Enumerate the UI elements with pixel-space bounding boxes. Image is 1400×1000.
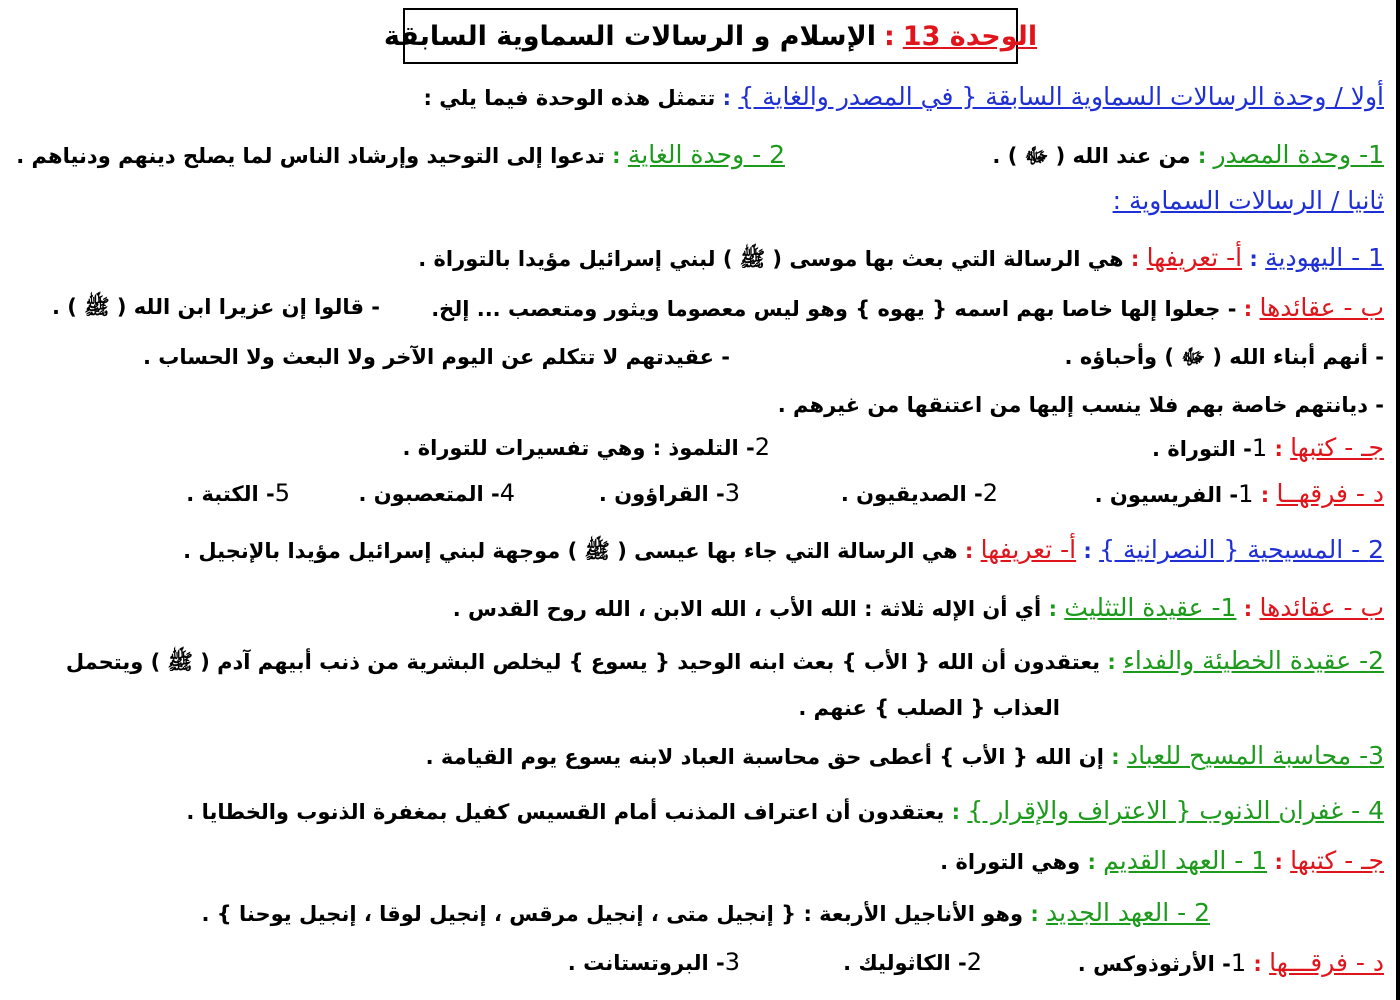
christianity-sep6: : bbox=[1111, 745, 1127, 769]
judaism-definition-line bbox=[418, 243, 1384, 273]
goal-text: تدعوا إلى التوحيد وإرشاد الناس لما يصلح دينهم ودنياهم . bbox=[16, 144, 605, 168]
christianity-sect3-num: 3 bbox=[724, 948, 740, 976]
judaism-book1-text: - التوراة . bbox=[1152, 437, 1252, 461]
christianity-sep9: : bbox=[1087, 850, 1104, 874]
christianity-sin-line bbox=[66, 646, 1384, 676]
judaism-beliefs-label: ب - عقائدها bbox=[1259, 293, 1384, 322]
christianity-sect2-text: - الكاثوليك . bbox=[843, 951, 967, 975]
christianity-new-text: وهو الأناجيل الأربعة : { إنجيل متى ، إنجيل مرقس ، إنجيل لوقا ، إنجيل يوحنا } . bbox=[201, 902, 1024, 926]
christianity-sect3 bbox=[568, 948, 740, 977]
goal-line bbox=[16, 140, 785, 170]
section-second-heading: ثانيا / الرسالات السماوية : bbox=[1112, 186, 1384, 215]
unit-number: الوحدة 13 bbox=[902, 20, 1038, 52]
judaism-sects-line bbox=[1095, 479, 1384, 509]
unit-title-text: الإسلام و الرسالات السماوية السابقة bbox=[383, 20, 876, 52]
judaism-sep2: : bbox=[1130, 247, 1147, 271]
christianity-forgiveness-label: 4 - غفران الذنوب { الاعتراف والإقرار } bbox=[967, 796, 1384, 825]
judaism-sect1-text: - الفريسيون . bbox=[1094, 483, 1239, 507]
christianity-sects-line bbox=[1078, 948, 1384, 978]
judaism-belief-5: - ديانتهم خاصة بهم فلا ينسب إليها من اعتنقها من غيرهم . bbox=[777, 393, 1384, 417]
judaism-belief-3: - أنهم أبناء الله ( ﷻ ) وأحباؤه . bbox=[1064, 345, 1384, 369]
christianity-sep3: : bbox=[1243, 597, 1260, 621]
judaism-sep3: : bbox=[1243, 297, 1260, 321]
section-second-line bbox=[1113, 186, 1384, 216]
judaism-sect4-num: 4 bbox=[499, 479, 515, 507]
christianity-judgment-line bbox=[426, 741, 1384, 771]
christianity-old-text: وهي التوراة . bbox=[940, 850, 1081, 874]
judaism-def-label: أ- تعريفها bbox=[1146, 243, 1243, 272]
judaism-sects-label: د - فرقهــا bbox=[1276, 479, 1384, 508]
judaism-beliefs-line bbox=[431, 293, 1384, 323]
judaism-book2-line bbox=[402, 433, 770, 462]
christianity-sin-label: 2- عقيدة الخطيئة والفداء bbox=[1123, 646, 1384, 675]
christianity-sep7: : bbox=[951, 800, 968, 824]
judaism-sep1: : bbox=[1249, 247, 1266, 271]
christianity-sep10: : bbox=[1030, 902, 1047, 926]
christianity-trinity-text: أي أن الإله ثلاثة : الله الأب ، الله الابن ، الله روح القدس . bbox=[452, 597, 1042, 621]
christianity-sin-text-1: يعتقدون أن الله { الأب } بعث ابنه الوحيد { يسوع } ليخلص البشرية من ذنب أبيهم آدم ( ﷺ ) ويتحمل bbox=[65, 650, 1101, 674]
judaism-book2-num: 2 bbox=[754, 433, 770, 461]
christianity-sect2 bbox=[843, 948, 982, 977]
christianity-judgment-text: إن الله { الأب } أعطى حق محاسبة العباد لابنه يسوع يوم القيامة . bbox=[425, 745, 1104, 769]
judaism-sect5-num: 5 bbox=[274, 479, 290, 507]
judaism-sect4-text: - المتعصبون . bbox=[358, 482, 500, 506]
judaism-sect2-num: 2 bbox=[982, 479, 998, 507]
judaism-sect2-text: - الصديقيون . bbox=[840, 482, 983, 506]
section-first-text: تتمثل هذه الوحدة فيما يلي : bbox=[423, 86, 716, 110]
judaism-sect3-text: - القراؤون . bbox=[598, 482, 725, 506]
christianity-judgment-label: 3- محاسبة المسيح للعباد bbox=[1126, 741, 1384, 770]
christianity-trinity-line bbox=[453, 593, 1384, 623]
source-text: من عند الله ( ﷻ ) . bbox=[992, 144, 1191, 168]
source-label: 1- وحدة المصدر bbox=[1213, 140, 1384, 169]
judaism-book2-text: - التلموذ : وهي تفسيرات للتوراة . bbox=[402, 436, 755, 460]
christianity-books-label: جـ - كتبها bbox=[1290, 846, 1384, 875]
christianity-books-line bbox=[940, 846, 1384, 876]
christianity-sep8: : bbox=[1274, 850, 1291, 874]
christianity-beliefs-label: ب - عقائدها bbox=[1259, 593, 1384, 622]
christianity-old-label: 1 - العهد القديم bbox=[1103, 846, 1268, 875]
christianity-forgiveness-line bbox=[186, 796, 1384, 826]
christianity-forgiveness-text: يعتقدون أن اعتراف المذنب أمام القسيس كفيل بمغفرة الذنوب والخطايا . bbox=[186, 800, 945, 824]
christianity-sin-text-2: العذاب { الصلب } عنهم . bbox=[798, 696, 1060, 720]
christianity-sep4: : bbox=[1048, 597, 1065, 621]
judaism-book1-num: 1 bbox=[1251, 434, 1268, 462]
judaism-sep5: : bbox=[1260, 483, 1277, 507]
christianity-sects-label: د - فرقـــها bbox=[1269, 948, 1384, 977]
judaism-belief-4: - عقيدتهم لا تتكلم عن اليوم الآخر ولا البعث ولا الحساب . bbox=[142, 345, 730, 369]
christianity-def-text: هي الرسالة التي جاء بها عيسى ( ﷺ ) موجهة لبني إسرائيل مؤيدا بالإنجيل . bbox=[183, 539, 958, 563]
christianity-sect2-num: 2 bbox=[966, 948, 982, 976]
judaism-sep4: : bbox=[1274, 437, 1291, 461]
goal-label: 2 - وحدة الغاية bbox=[627, 140, 785, 169]
christianity-trinity-label: 1- عقيدة التثليث bbox=[1064, 593, 1237, 622]
judaism-def-text: هي الرسالة التي بعث بها موسى ( ﷺ ) لبني إسرائيل مؤيدا بالتوراة . bbox=[418, 247, 1124, 271]
section-first-line bbox=[424, 82, 1384, 112]
christianity-label: 2 - المسيحية { النصرانية } bbox=[1099, 535, 1384, 564]
judaism-sect5 bbox=[186, 479, 290, 508]
judaism-sect1-num: 1 bbox=[1238, 480, 1254, 508]
judaism-books-line bbox=[1152, 433, 1384, 463]
section-first-heading: أولا / وحدة الرسالات السماوية السابقة { في المصدر والغاية } bbox=[738, 82, 1384, 111]
judaism-sect3 bbox=[599, 479, 740, 508]
judaism-sect4 bbox=[358, 479, 515, 508]
christianity-new-label: 2 - العهد الجديد bbox=[1046, 898, 1210, 927]
judaism-label: 1 - اليهودية bbox=[1265, 243, 1384, 272]
christianity-def-label: أ- تعريفها bbox=[980, 535, 1077, 564]
judaism-belief-2: - قالوا إن عزيرا ابن الله ( ﷺ ) . bbox=[52, 295, 380, 319]
judaism-sect2 bbox=[841, 479, 998, 508]
right-border-line bbox=[1396, 0, 1400, 1000]
christianity-sect3-text: - البروتستانت . bbox=[567, 951, 725, 975]
christianity-sect1-num: 1 bbox=[1230, 949, 1247, 977]
christianity-sep1: : bbox=[1083, 539, 1100, 563]
judaism-sect3-num: 3 bbox=[724, 479, 740, 507]
christianity-definition-line bbox=[183, 535, 1384, 565]
source-sep: : bbox=[1197, 144, 1214, 168]
judaism-books-label: جـ - كتبها bbox=[1290, 433, 1384, 462]
christianity-sep2: : bbox=[964, 539, 981, 563]
goal-sep: : bbox=[612, 144, 628, 168]
unit-title-box bbox=[383, 8, 1038, 64]
christianity-new-line bbox=[201, 898, 1210, 928]
title-separator: : bbox=[883, 20, 895, 52]
judaism-belief-1: - جعلوا إلها خاصا بهم اسمه { يهوه } وهو ليس معصوما ويثور ومتعصب ... إلخ. bbox=[431, 297, 1237, 321]
christianity-sep11: : bbox=[1253, 952, 1270, 976]
christianity-sep5: : bbox=[1107, 650, 1124, 674]
source-line bbox=[992, 140, 1384, 170]
section-first-sep: : bbox=[722, 86, 739, 110]
christianity-sect1-text: - الأرثوذوكس . bbox=[1077, 952, 1231, 976]
judaism-sect5-text: - الكتبة . bbox=[186, 482, 275, 506]
